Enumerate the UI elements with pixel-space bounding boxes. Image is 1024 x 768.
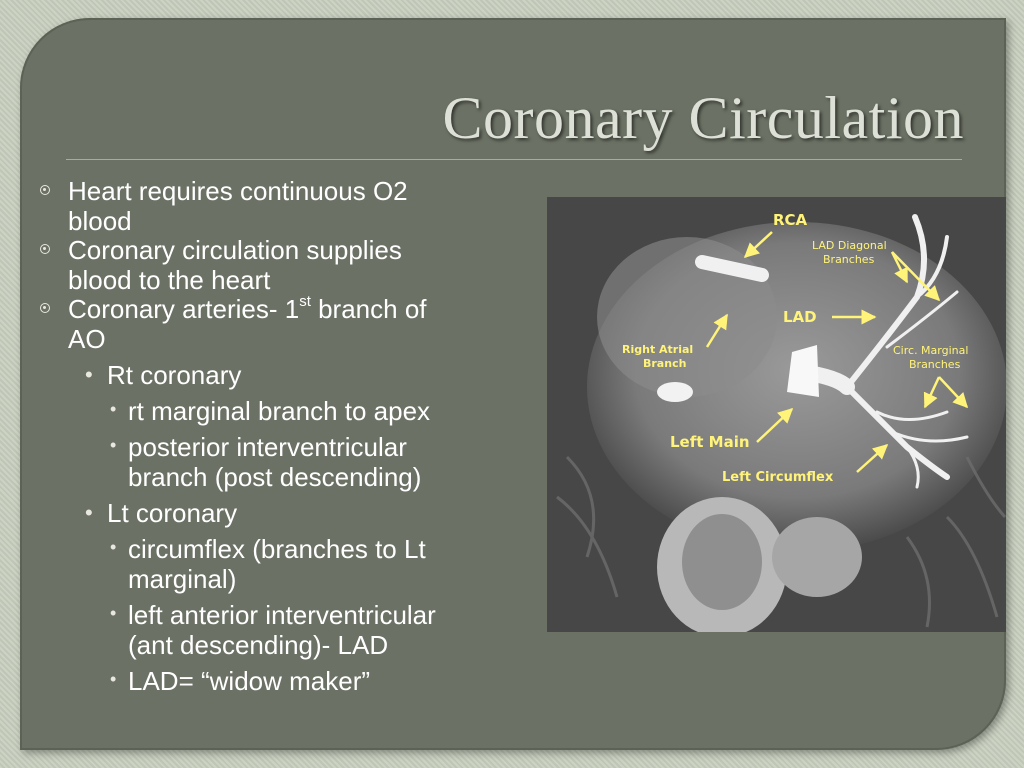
bullet-left-anterior xyxy=(110,600,548,660)
slide xyxy=(20,18,1006,750)
circle-bullet-icon xyxy=(40,303,50,313)
circle-bullet-icon xyxy=(40,244,50,254)
bullet-rt-coronary xyxy=(85,360,547,390)
label-lad-diagonal-1: LAD Diagonal xyxy=(812,239,887,252)
label-right-atrial-1: Right Atrial xyxy=(622,343,694,356)
label-lad-diagonal-2: Branches xyxy=(823,253,875,266)
bullet-text: blood xyxy=(68,206,132,236)
bullet-text: posterior interventricular xyxy=(128,432,407,462)
dot-bullet-icon: • xyxy=(85,500,93,525)
label-left-main: Left Main xyxy=(670,433,750,451)
bullet-coronary-arteries xyxy=(68,294,538,354)
bullet-text: blood to the heart xyxy=(68,265,271,295)
bullet-text: AO xyxy=(68,324,106,354)
label-left-circumflex: Left Circumflex xyxy=(722,470,834,485)
circle-bullet-icon xyxy=(40,185,50,195)
bullet-text: branch (post descending) xyxy=(128,462,422,492)
bullet-text: circumflex (branches to Lt xyxy=(128,534,426,564)
bullet-text: LAD= “widow maker” xyxy=(128,666,371,696)
dot-bullet-icon: • xyxy=(110,435,117,455)
bullet-text: left anterior interventricular xyxy=(128,600,436,630)
label-rca: RCA xyxy=(773,211,808,229)
slide-title: Coronary Circulation xyxy=(442,85,964,151)
bullet-text: (ant descending)- LAD xyxy=(128,630,389,660)
dot-bullet-icon: • xyxy=(110,669,117,689)
label-lad: LAD xyxy=(783,308,817,326)
bullet-text: Coronary arteries- 1st branch of xyxy=(68,293,427,324)
bullet-posterior-interventricular xyxy=(110,432,548,492)
bullet-text: Lt coronary xyxy=(107,498,238,528)
bullet-text: marginal) xyxy=(128,564,237,594)
label-circ-marginal-1: Circ. Marginal xyxy=(893,344,969,357)
title-divider xyxy=(66,159,962,160)
bullet-widow-maker xyxy=(110,666,548,696)
bullet-circumflex xyxy=(110,534,548,594)
bullet-text: Coronary circulation supplies xyxy=(68,235,402,265)
bullet-rt-marginal xyxy=(110,396,548,426)
bullet-text: rt marginal branch to apex xyxy=(128,396,431,426)
bullet-text: Rt coronary xyxy=(107,360,242,390)
bullet-coronary-supplies xyxy=(68,235,538,295)
bullet-text: Heart requires continuous O2 xyxy=(68,176,408,206)
dot-bullet-icon: • xyxy=(85,362,93,387)
bullet-lt-coronary xyxy=(85,498,547,528)
dot-bullet-icon: • xyxy=(110,537,117,557)
coronary-angiogram-image xyxy=(547,197,1006,632)
label-circ-marginal-2: Branches xyxy=(909,358,961,371)
label-right-atrial-2: Branch xyxy=(643,357,687,370)
dot-bullet-icon: • xyxy=(110,399,117,419)
dot-bullet-icon: • xyxy=(110,603,117,623)
bullet-heart-o2 xyxy=(68,176,538,236)
